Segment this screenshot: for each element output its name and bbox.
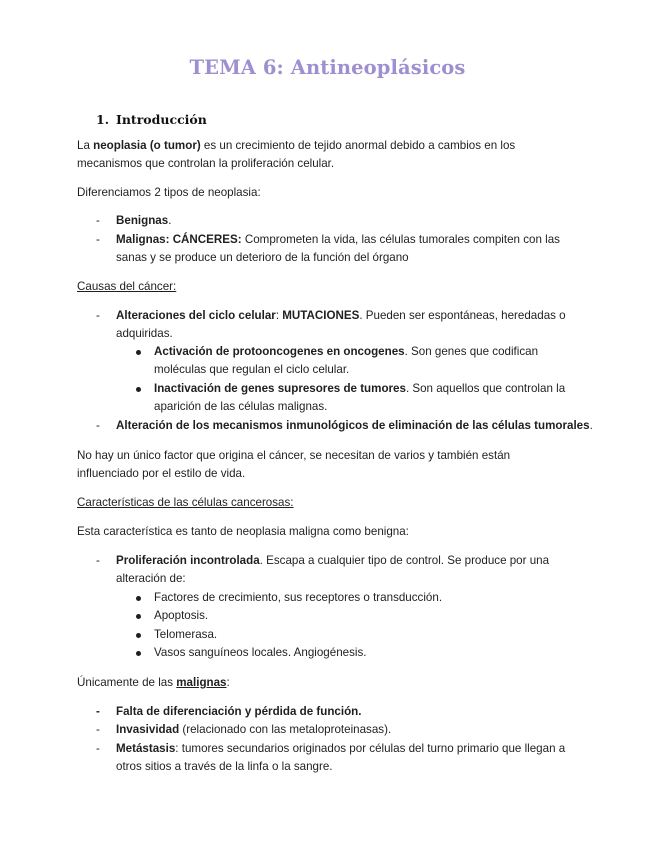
list-item-proliferacion — [116, 552, 549, 570]
malignant-intro — [77, 674, 230, 692]
characteristics-intro: Esta característica es tanto de neoplasia maligna como benigna: — [77, 525, 409, 538]
item-text: (relacionado con las metaloproteinasas). — [179, 723, 392, 736]
dash-bullet: - — [96, 214, 100, 227]
list-item-diferenciacion — [116, 703, 361, 721]
dash-bullet: - — [96, 419, 100, 432]
dot-bullet — [136, 633, 141, 638]
dash-bullet: - — [96, 309, 100, 322]
dot-bullet — [136, 614, 141, 619]
characteristics-heading: Características de las células cancerosas: — [77, 496, 294, 509]
dot-bullet — [136, 387, 141, 392]
item-term: Proliferación incontrolada — [116, 554, 260, 567]
section-title: Introducción — [116, 112, 207, 127]
item-text: Comprometen la vida, las células tumorales compiten con las — [241, 233, 560, 246]
list-item-benignas — [116, 212, 171, 230]
dash-bullet: - — [96, 554, 100, 567]
list-item-mutaciones-cont: adquiridas. — [116, 327, 173, 340]
item-term: Metástasis — [116, 742, 176, 755]
dash-bullet: - — [96, 705, 100, 718]
list-item-invasividad — [116, 721, 391, 739]
intro-term: malignas — [176, 676, 227, 689]
intro-text: La — [77, 139, 94, 152]
list-item-metastasis-cont: otros sitios a través de la linfa o la sangre. — [116, 760, 333, 773]
sub-item: Apoptosis. — [154, 609, 209, 622]
list-item-malignas-cont: sanas y se produce un deterioro de la función del órgano — [116, 251, 409, 264]
dot-bullet — [136, 596, 141, 601]
intro-text: Únicamente de las — [77, 676, 177, 689]
sub-item: Factores de crecimiento, sus receptores o transducción. — [154, 591, 443, 604]
list-item-mutaciones — [116, 307, 566, 325]
list-item-metastasis — [116, 740, 565, 758]
item-text: . — [168, 214, 172, 227]
intro-text: es un crecimiento de tejido anormal debido a cambios en los — [200, 139, 516, 152]
causes-heading: Causas del cáncer: — [77, 280, 177, 293]
factors-line-1: No hay un único factor que origina el cáncer, se necesitan de varios y también están — [77, 449, 511, 462]
item-term: Alteración de los mecanismos inmunológicos de eliminación de las células tumorales — [116, 419, 590, 432]
sub-item: Telomerasa. — [154, 628, 218, 641]
item-text: . Son aquellos que controlan la — [405, 382, 566, 395]
dash-bullet: - — [96, 723, 100, 736]
intro-term: neoplasia (o tumor) — [93, 139, 201, 152]
item-term: Benignas — [116, 214, 169, 227]
item-term: MUTACIONES — [282, 309, 360, 322]
item-text: . Son genes que codifican — [404, 345, 539, 358]
types-intro: Diferenciamos 2 tipos de neoplasia: — [77, 186, 261, 199]
sub-item-supresores — [154, 380, 565, 398]
list-item-inmunologicos — [116, 417, 593, 435]
section-number: 1. — [96, 112, 110, 127]
item-term: Alteraciones del ciclo celular — [116, 309, 276, 322]
item-term: Inactivación de genes supresores de tumores — [154, 382, 406, 395]
sub-item-oncogenes — [154, 343, 538, 361]
dash-bullet: - — [96, 742, 100, 755]
item-text: . Pueden ser espontáneas, heredadas o — [359, 309, 566, 322]
intro-line-2: mecanismos que controlan la proliferación celular. — [77, 157, 335, 170]
item-text: : — [275, 309, 283, 322]
item-term: Falta de diferenciación y pérdida de función. — [116, 705, 362, 718]
item-term: Malignas: CÁNCERES: — [116, 233, 242, 246]
dot-bullet — [136, 350, 141, 355]
intro-line-1 — [77, 137, 515, 155]
intro-text: : — [226, 676, 230, 689]
page-title: TEMA 6: Antineoplásicos — [189, 56, 466, 79]
item-text: : tumores secundarios originados por células del turno primario que llegan a — [175, 742, 566, 755]
item-term: Invasividad — [116, 723, 180, 736]
item-text: . — [589, 419, 593, 432]
factors-line-2: influenciado por el estilo de vida. — [77, 467, 246, 480]
section-heading — [96, 112, 207, 127]
list-item-malignas — [116, 231, 560, 249]
item-text: . Escapa a cualquier tipo de control. Se produce por una — [259, 554, 550, 567]
sub-item: Vasos sanguíneos locales. Angiogénesis. — [154, 646, 367, 659]
item-term: Activación de protooncogenes en oncogenes — [154, 345, 405, 358]
dot-bullet — [136, 651, 141, 656]
sub-item-supresores-cont: aparición de las células malignas. — [154, 400, 328, 413]
dash-bullet: - — [96, 233, 100, 246]
list-item-proliferacion-cont: alteración de: — [116, 572, 186, 585]
sub-item-oncogenes-cont: moléculas que regulan el ciclo celular. — [154, 363, 350, 376]
